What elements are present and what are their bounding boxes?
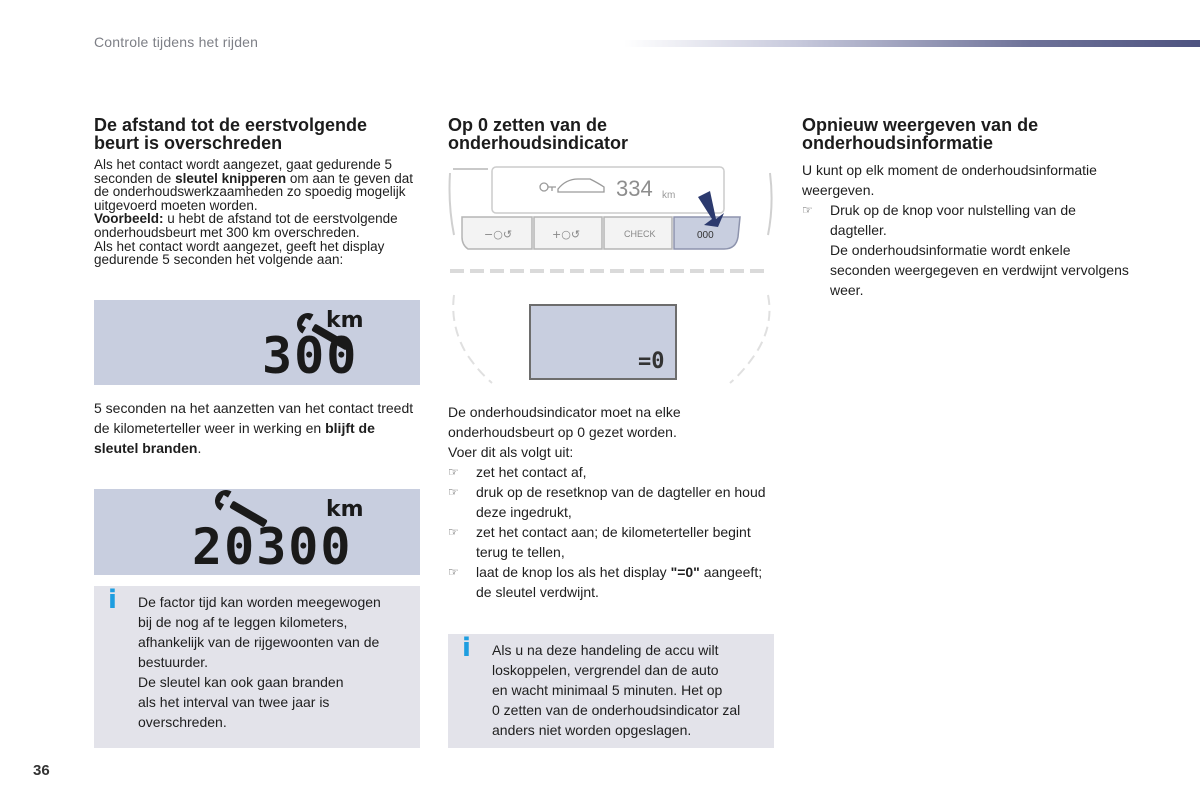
pointing-hand-icon: ☞ xyxy=(448,465,459,479)
column-reset xyxy=(448,116,774,152)
reset-button-label: 000 xyxy=(697,230,714,241)
lcd-display-20300 xyxy=(94,489,420,575)
instrument-panel-illustration xyxy=(448,165,774,392)
paragraph: Als het contact wordt aangezet, gaat gedurende 5 seconden de sleutel knipperen om aan te geven dat de onderhoudswerkzaamheden zo spoedig mogelijk uitgevoerd moeten worden. Voorbeeld: u hebt de afstand tot de eerstvolgende onderhoudsbeurt met 300 km overschreden. Als het contact wordt aangezet, geeft het display gedurende 5 seconden het volgende aan: xyxy=(94,157,413,268)
svg-text:km: km xyxy=(662,190,676,201)
list-item: ☞ zet het contact af, xyxy=(448,464,587,480)
check-button-label: CHECK xyxy=(624,229,656,239)
page-header-title: Controle tijdens het rijden xyxy=(94,34,259,50)
paragraph: De onderhoudsinformatie wordt enkele seconden weergegeven en verdwijnt vervolgens weer. xyxy=(830,242,1129,298)
list-item: ☞ zet het contact aan; de kilometerteller begint terug te tellen, xyxy=(448,524,751,560)
section-heading xyxy=(94,116,420,152)
unit-label: km xyxy=(326,497,364,522)
column-redisplay xyxy=(802,116,1132,300)
section-heading: Op 0 zetten van de onderhoudsindicator xyxy=(448,115,628,153)
info-text: Als u na deze handeling de accu wilt loskoppelen, vergrendel dan de auto en wacht minimaal 5 minuten. Het op 0 zetten van de onderhoudsindicator zal anders niet worden opgeslagen. xyxy=(492,642,741,738)
header-gradient-bar xyxy=(624,40,1200,47)
paragraph: 5 seconden na het aanzetten van het contact treedt de kilometerteller weer in werking en blijft de sleutel branden. xyxy=(94,400,414,456)
odometer-text: 334 xyxy=(616,176,653,201)
paragraph: U kunt op elk moment de onderhoudsinformatie weergeven. xyxy=(802,162,1097,198)
info-icon: i xyxy=(462,633,471,663)
unit-label: km xyxy=(326,308,364,333)
pointing-hand-icon: ☞ xyxy=(448,565,459,579)
section-heading: Opnieuw weergeven van de onderhoudsinformatie xyxy=(802,115,1039,153)
heading-line: De afstand tot de eerstvolgende xyxy=(94,115,368,135)
page-number: 36 xyxy=(33,762,50,779)
list-item: ☞ laat de knop los als het display "=0" aangeeft; de sleutel verdwijnt. xyxy=(448,564,763,600)
display-value: 20300 xyxy=(192,518,353,576)
info-box xyxy=(448,634,774,748)
pointing-hand-icon: ☞ xyxy=(802,203,813,217)
info-text: De factor tijd kan worden meegewogen bij de nog af te leggen kilometers, afhankelijk van de rijgewoonten van de bestuurder. De sleutel kan ook gaan branden als het interval van twee jaar is overschreden. xyxy=(138,594,381,730)
column-overdue-service xyxy=(94,116,420,267)
display-value: 300 xyxy=(262,327,359,385)
svg-text:−○↺: −○↺ xyxy=(484,228,513,241)
list-item: ☞ druk op de resetknop van de dagteller en houd deze ingedrukt, xyxy=(448,484,766,520)
screen-value: =0 xyxy=(638,349,665,374)
reset-instructions: De onderhoudsindicator moet na elke onderhoudsbeurt op 0 gezet worden. Voer dit als volgt uit: ☞ zet het contact af, ☞ druk op de resetknop van de dagteller en houd deze ingedrukt, ☞ zet het contact aan; de kilometerteller begint terug te tellen, ☞ laat de knop los als het display "=0" aangeeft; de sleutel verdwijnt. xyxy=(448,402,774,602)
lcd-display-300 xyxy=(94,300,420,385)
pointing-hand-icon: ☞ xyxy=(448,485,459,499)
heading-line: beurt is overschreden xyxy=(94,133,283,153)
svg-text:+○↺: +○↺ xyxy=(552,228,581,241)
wrench-icon xyxy=(94,300,420,385)
pointing-hand-icon: ☞ xyxy=(448,525,459,539)
list-item: ☞ Druk op de knop voor nulstelling van de dagteller. xyxy=(802,202,1076,238)
info-icon: i xyxy=(108,585,117,615)
info-box xyxy=(94,586,420,748)
